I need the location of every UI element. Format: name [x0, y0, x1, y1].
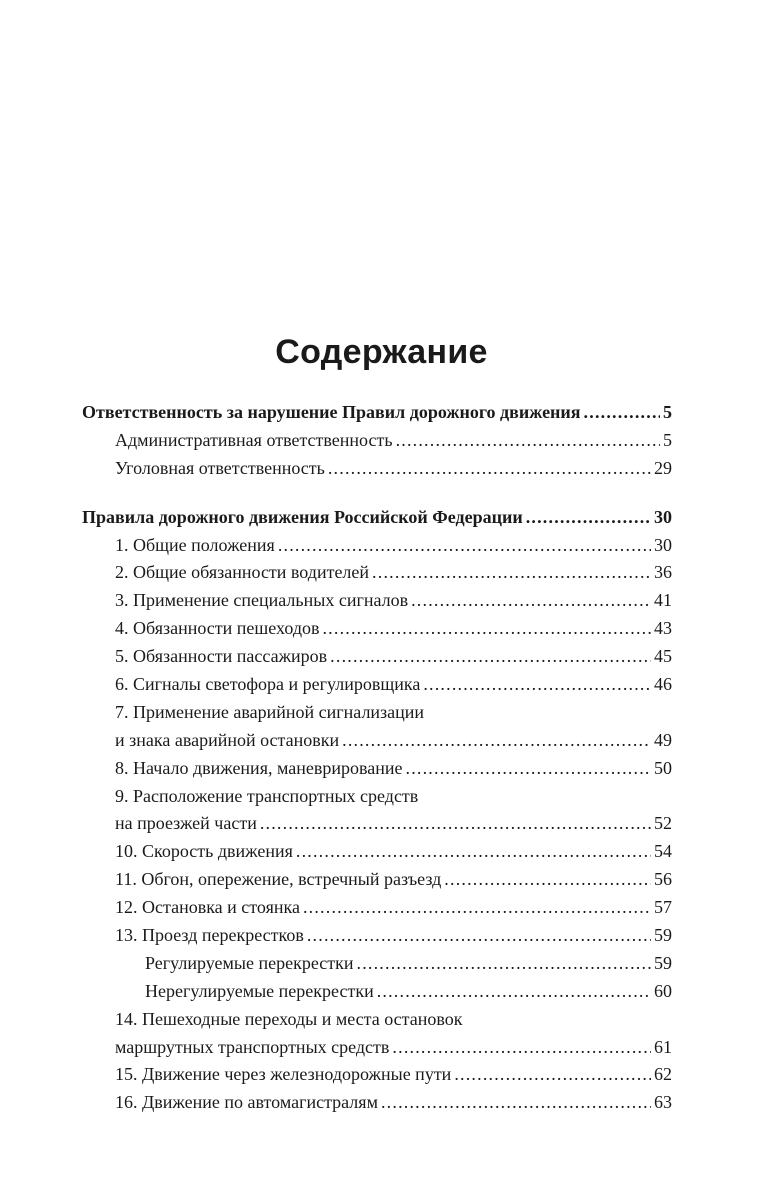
dot-leader [296, 838, 651, 866]
toc-entry-line: 7. Применение аварийной сигнализации [115, 701, 425, 722]
toc-page-number: 5 [663, 402, 672, 422]
dot-leader [260, 810, 651, 838]
toc-page-number: 45 [654, 646, 672, 667]
toc-page-number: 30 [654, 534, 672, 555]
toc-entry-label: 3. Применение специальных сигналов [115, 590, 409, 611]
toc-page-number: 61 [654, 1036, 672, 1057]
toc-entry-label: маршрутных транспортных средств [115, 1036, 390, 1057]
toc-entry-label: Правила дорожного движения Российской Федерации [82, 506, 523, 527]
toc-entry-label: 2. Общие обязанности водителей [115, 562, 370, 583]
toc-page-number: 29 [654, 457, 672, 478]
dot-leader [381, 1089, 651, 1117]
toc-page-number: 36 [654, 562, 672, 583]
dot-leader [322, 615, 651, 643]
toc-entry-label: 15. Движение через железнодорожные пути [115, 1064, 452, 1085]
toc-entry-label: 11. Обгон, опережение, встречный разъезд [115, 869, 442, 890]
toc-entry[interactable] [82, 922, 672, 950]
toc-entry[interactable] [82, 643, 672, 671]
toc-section[interactable] [82, 399, 672, 427]
table-of-contents [82, 399, 672, 1117]
toc-entry-label: Уголовная ответственность [115, 457, 325, 478]
dot-leader [328, 455, 651, 483]
toc-page-number: 5 [663, 429, 672, 450]
toc-entry[interactable] [82, 1034, 672, 1062]
toc-entry-label: 5. Обязанности пассажиров [115, 646, 328, 667]
toc-page-number: 56 [654, 869, 672, 890]
dot-leader [444, 866, 651, 894]
dot-leader [411, 587, 651, 615]
toc-entry-label: 8. Начало движения, маневрирование [115, 757, 403, 778]
toc-entry-label: на проезжей части [115, 813, 257, 834]
toc-entry-line: 9. Расположение транспортных средств [115, 785, 419, 806]
toc-entry-label: 10. Скорость движения [115, 841, 293, 862]
toc-page-number: 50 [654, 757, 672, 778]
dot-leader [396, 427, 660, 455]
toc-entry[interactable] [82, 1061, 672, 1089]
toc-entry-label: и знака аварийной остановки [115, 729, 340, 750]
toc-entry-label: Административная ответственность [115, 429, 393, 450]
toc-entry[interactable] [82, 950, 672, 978]
toc-entry[interactable] [82, 810, 672, 838]
toc-entry[interactable] [82, 671, 672, 699]
toc-entry-label: 16. Движение по автомагистралям [115, 1092, 378, 1113]
toc-section[interactable] [82, 504, 672, 532]
toc-entry-label: Ответственность за нарушение Правил дорожного движения [82, 402, 581, 422]
toc-entry[interactable] [82, 866, 672, 894]
toc-page-number: 41 [654, 590, 672, 611]
toc-entry-label: Регулируемые перекрестки [145, 952, 354, 973]
toc-page-number: 30 [654, 506, 672, 527]
toc-page-number: 59 [654, 925, 672, 946]
toc-page-number: 49 [654, 729, 672, 750]
dot-leader [406, 755, 652, 783]
toc-entry-label: 12. Остановка и стоянка [115, 897, 300, 918]
toc-entry[interactable] [82, 755, 672, 783]
toc-page-number: 46 [654, 674, 672, 695]
dot-leader [278, 532, 651, 560]
toc-entry[interactable] [82, 894, 672, 922]
toc-entry[interactable] [82, 559, 672, 587]
dot-leader [357, 950, 652, 978]
toc-entry[interactable] [82, 978, 672, 1006]
toc-entry-label: 6. Сигналы светофора и регулировщика [115, 674, 421, 695]
toc-entry[interactable] [82, 727, 672, 755]
dot-leader [392, 1034, 651, 1062]
dot-leader [526, 504, 651, 532]
dot-leader [307, 922, 651, 950]
toc-entry[interactable] [82, 455, 672, 483]
toc-page-number: 60 [654, 980, 672, 1001]
toc-entry-line: 14. Пешеходные переходы и места остановок [115, 1008, 463, 1029]
toc-entry-label: 13. Проезд перекрестков [115, 925, 304, 946]
dot-leader [372, 559, 651, 587]
toc-page-number: 62 [654, 1064, 672, 1085]
toc-entry[interactable] [82, 587, 672, 615]
toc-page-number: 59 [654, 952, 672, 973]
toc-entry[interactable] [82, 427, 672, 455]
dot-leader [377, 978, 651, 1006]
dot-leader [423, 671, 651, 699]
toc-page-number: 43 [654, 618, 672, 639]
dot-leader [584, 399, 660, 427]
toc-page-number: 63 [654, 1092, 672, 1113]
dot-leader [303, 894, 651, 922]
toc-entry[interactable] [82, 838, 672, 866]
page-title: Содержание [275, 332, 488, 371]
toc-entry-label: Нерегулируемые перекрестки [145, 980, 374, 1001]
toc-page-number: 54 [654, 841, 672, 862]
toc-page-number: 52 [654, 813, 672, 834]
toc-entry[interactable] [82, 532, 672, 560]
toc-page-number: 57 [654, 897, 672, 918]
toc-entry-label: 4. Обязанности пешеходов [115, 618, 320, 639]
dot-leader [454, 1061, 651, 1089]
toc-entry[interactable] [82, 615, 672, 643]
toc-entry-label: 1. Общие положения [115, 534, 275, 555]
dot-leader [342, 727, 651, 755]
toc-entry[interactable] [82, 1089, 672, 1117]
dot-leader [330, 643, 651, 671]
